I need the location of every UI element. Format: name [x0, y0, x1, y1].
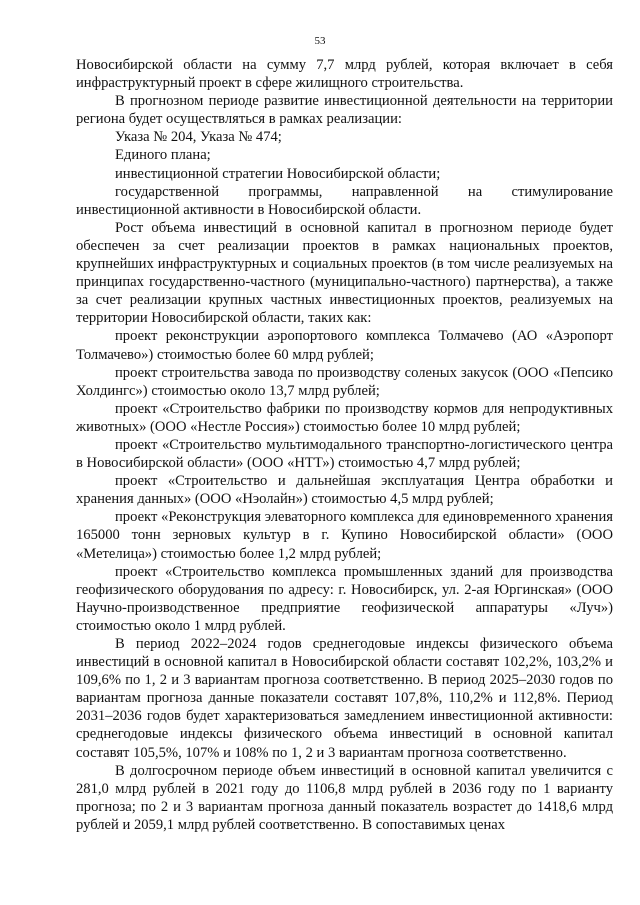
project-item-nestle: проект «Строительство фабрики по производству кормов для непродуктивных животных» (ООО «Нестле Россия») стоимостью более 10 млрд рублей; [76, 400, 613, 435]
project-item-ntt: проект «Строительство мультимодального транспортно-логистического центра в Новосибирской области» (ООО «НТТ») стоимостью 4,7 млрд рублей; [76, 436, 613, 472]
project-item-tolmachevo: проект реконструкции аэропортового комплекса Толмачево (АО «Аэропорт Толмачево») стоимостью более 60 млрд рублей; [76, 328, 613, 363]
document-body [76, 56, 613, 834]
paragraph-long-term: В долгосрочном периоде объем инвестиций в основной капитал увеличится с 281,0 млрд рублей в 2021 году до 1106,8 млрд рублей в 2036 году по 1 варианту прогноза; по 2 и 3 вариантам прогноза данный показатель возрастет до 1418,6 млрд рублей и 2059,1 млрд рублей соответственно. В сопоставимых ценах [76, 762, 613, 833]
project-item-pepsico: проект строительства завода по производству соленых закусок (ООО «Пепсико Холдингс») стоимостью около 13,7 млрд рублей; [76, 364, 613, 399]
project-item-neoline: проект «Строительство и дальнейшая эксплуатация Центра обработки и хранения данных» (ООО «Нэолайн») стоимостью 4,5 млрд рублей; [76, 473, 613, 508]
list-item-investment-strategy: инвестиционной стратегии Новосибирской области; [115, 165, 441, 182]
paragraph-index-forecast: В период 2022–2024 годов среднегодовые индексы физического объема инвестиций в основной капитал в Новосибирской области составят 102,2%, 103,2% и 109,6% по 1, 2 и 3 вариантам прогноза соответственно. В период 2025–2030 годов по вариантам прогноза данные показатели составят 107,8%, 110,2% и 112,8%. Период 2031–2036 годов будет характеризоваться замедлением инвестиционной активности: среднегодовые индексы физического объема инвестиций в основной капитал составят 105,5%, 107% и 108% по 1, 2 и 3 вариантам прогноза соответственно. [76, 636, 613, 761]
list-item-decrees: Указа № 204, Указа № 474; [115, 129, 282, 146]
project-item-metelitsa: проект «Реконструкция элеваторного комплекса для единовременного хранения 165000 тонн зерновых культур в г. Купино Новосибирской области» (ООО «Метелица») стоимостью более 1,2 млрд рублей; [76, 509, 613, 562]
project-item-luch: проект «Строительство комплекса промышленных зданий для производства геофизического оборудования по адресу: г. Новосибирск, ул. 2-ая Юргинская» (ООО Научно-производственное предприятие геофизической аппаратуры «Луч») стоимостью около 1 млрд рублей. [76, 563, 613, 634]
paragraph-continuation: Новосибирской области на сумму 7,7 млрд рублей, которая включает в себя инфраструктурный проект в сфере жилищного строительства. [76, 57, 613, 92]
paragraph-forecast-period: В прогнозном периоде развитие инвестиционной деятельности на территории региона будет осуществляться в рамках реализации: [76, 93, 613, 128]
list-item-unified-plan: Единого плана; [115, 147, 211, 164]
page-number: 53 [314, 35, 326, 47]
list-item-state-program: государственной программы, направленной на стимулирование инвестиционной активности в Новосибирской области. [76, 183, 613, 218]
paragraph-investment-growth: Рост объема инвестиций в основной капитал в прогнозном периоде будет обеспечен за счет реализации проектов в рамках национальных проектов, крупнейших инфраструктурных и социальных проектов (в том числе реализуемых на принципах государственно-частного (муниципально-частного) партнерства), а также за счет реализации крупных частных инвестиционных проектов, реализуемых на территории Новосибирской области, таких как: [76, 219, 613, 327]
